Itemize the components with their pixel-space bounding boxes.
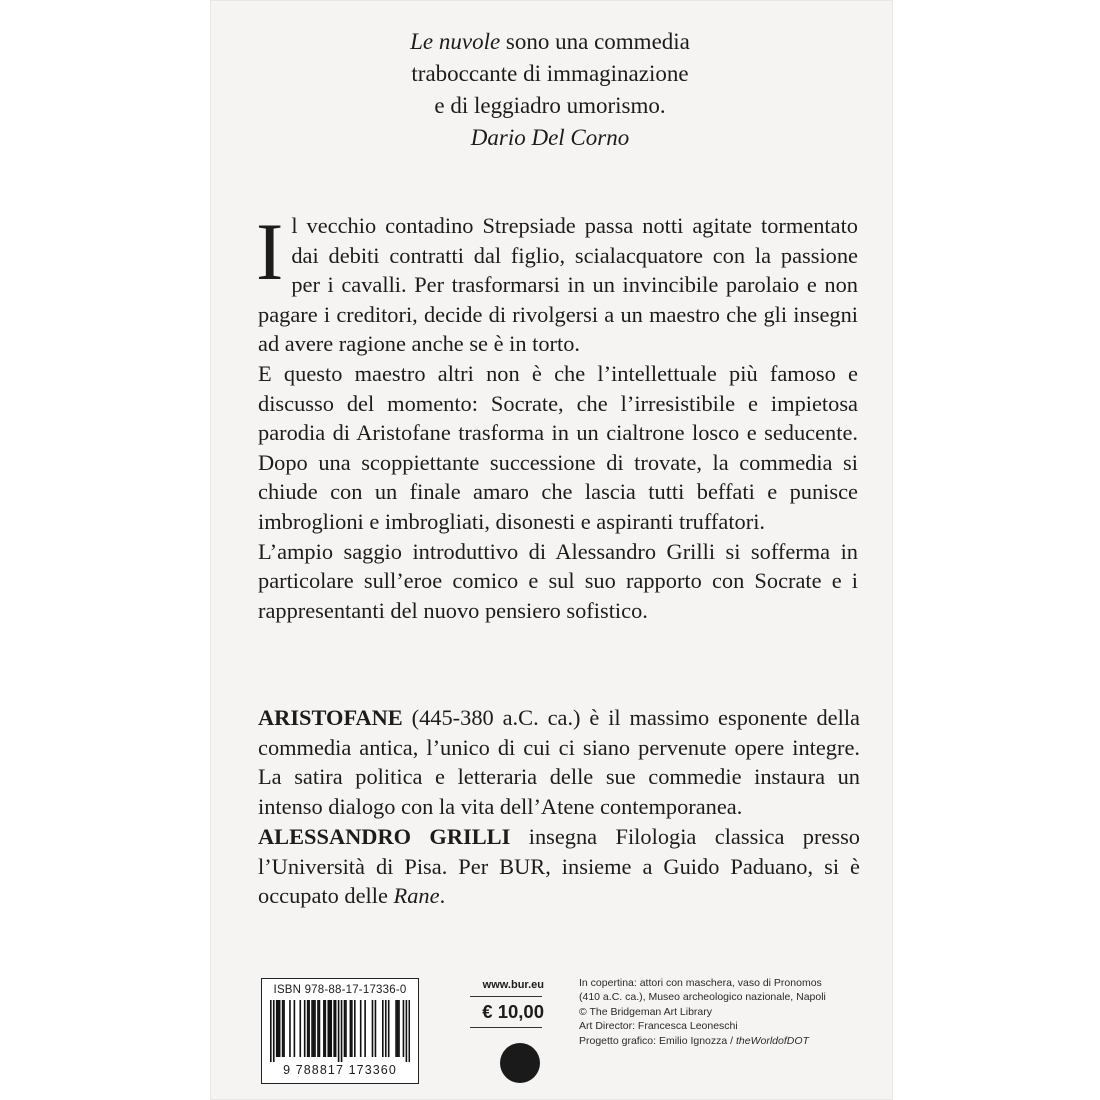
author-name: ARISTOFANE	[258, 705, 403, 730]
barcode-bar	[282, 1000, 284, 1057]
isbn-barcode-box	[261, 978, 419, 1084]
credit-line-2: (410 a.C. ca.), Museo archeologico nazionale, Napoli	[579, 991, 826, 1004]
barcode-bar	[403, 1000, 405, 1057]
barcode-icon	[270, 1000, 410, 1062]
barcode-bar	[338, 1000, 340, 1062]
barcode-bar	[335, 1000, 337, 1057]
barcode-bar	[299, 1000, 301, 1057]
barcode-bar	[279, 1000, 281, 1057]
barcode-bar	[323, 1000, 325, 1057]
quote-line-1	[230, 26, 870, 58]
barcode-bar	[409, 1000, 410, 1062]
barcode-bar	[364, 1000, 366, 1057]
barcode-bar	[270, 1000, 272, 1062]
description-paragraph-3: L’ampio saggio introduttivo di Alessandro Grilli si sofferma in particolare sull’eroe comico e sul suo rapporto con Socrate e i rappresentanti del nuovo pensiero sofistico.	[258, 538, 858, 623]
price-bottom-rule	[470, 1027, 542, 1028]
description-paragraph-1	[256, 206, 858, 359]
barcode-bar	[397, 1000, 399, 1057]
barcode-bar	[354, 1000, 356, 1057]
quote-book-title: Le nuvole	[410, 29, 501, 54]
barcode-bar	[351, 1000, 353, 1057]
price-top-rule	[470, 996, 542, 997]
barcode-bar	[398, 1000, 400, 1057]
isbn-label: ISBN 978-88-17-17336-0	[273, 984, 407, 996]
barcode-bar	[341, 1000, 343, 1062]
editor-name: ALESSANDRO GRILLI	[258, 824, 511, 849]
quote-line-1-rest: sono una commedia	[505, 29, 690, 54]
barcode-bar	[294, 1000, 296, 1057]
credit-line-1: In copertina: attori con maschera, vaso di Pronomos	[579, 977, 822, 989]
barcode-bar	[344, 1000, 346, 1057]
barcode-bar	[330, 1000, 332, 1057]
description-paragraph-2: E questo maestro altri non è che l’intellettuale più famoso e discusso del momento: Socrate, che l’irresistibile e impietosa parodia di Aristofane trasforma in un cialtrone losco e seducente. Dopo una scoppiettante successione di trovate, la commedia si chiude con un finale amaro che lascia tutti beffati e punisce imbroglioni e imbrogliati, disonesti e aspiranti truffatori.	[258, 360, 858, 534]
author-bio-text: (445-380 a.C. ca.) è il massimo esponente della commedia antica, l’unico di cui ci siano pervenute opere integre. La satira politica e letteraria delle sue commedie instaura un intenso dialogo con la vita dell’Atene contemporanea.	[258, 705, 860, 819]
barcode-bar	[314, 1000, 316, 1057]
barcode-bar	[372, 1000, 374, 1057]
barcode-bar	[406, 1000, 408, 1062]
quote-line-2: traboccante di immaginazione	[411, 61, 689, 86]
barcode-bar	[283, 1000, 285, 1057]
editor-bio	[258, 822, 860, 911]
credit-line-5-prefix: Progetto grafico: Emilio Ignozza /	[579, 1034, 734, 1047]
barcode-bar	[327, 1000, 329, 1057]
cover-credits	[579, 976, 879, 1048]
author-bio	[258, 703, 860, 821]
barcode-bar	[395, 1000, 397, 1057]
barcode-bar	[308, 1000, 310, 1057]
drop-cap: I	[256, 206, 284, 297]
barcode-bar	[313, 1000, 315, 1057]
barcode-bar	[319, 1000, 321, 1057]
barcode-bar	[317, 1000, 319, 1057]
barcode-bar	[360, 1000, 362, 1057]
barcode-bar	[289, 1000, 291, 1057]
editor-bio-end: .	[439, 883, 446, 909]
quote-author: Dario Del Corno	[470, 125, 630, 150]
barcode-bar	[307, 1000, 309, 1057]
publisher-website: www.bur.eu	[482, 979, 544, 991]
barcode-bar	[333, 1000, 335, 1057]
description-paragraph-1-text: l vecchio contadino Strepsiade passa notti agitate tormentato dai debiti contratti dal figlio, scialacquatore con la passione per i cavalli. Per trasformarsi in un invincibile parolaio e non pagare i creditori, decide di rivolgersi a un maestro che gli insegni ad avere ragione anche se è in torto.	[258, 213, 858, 357]
barcode-bar	[350, 1000, 352, 1057]
price: € 10,00	[482, 1001, 544, 1022]
black-dot-icon	[500, 1043, 540, 1083]
quote-line-3: e di leggiadro umorismo.	[434, 93, 666, 118]
credit-line-3: © The Bridgeman Art Library	[579, 1005, 713, 1018]
barcode-bar	[345, 1000, 347, 1057]
barcode-bar	[311, 1000, 313, 1057]
barcode-digits: 9 788817 173360	[283, 1063, 397, 1077]
barcode-bar	[382, 1000, 384, 1057]
barcode-bar	[276, 1000, 278, 1057]
barcode-bar	[304, 1000, 306, 1057]
barcode-bar	[277, 1000, 279, 1057]
barcode-bar	[385, 1000, 387, 1057]
barcode-bar	[325, 1000, 327, 1057]
credit-line-5	[579, 1034, 879, 1048]
credit-line-5-studio: theWorldofDOT	[736, 1034, 809, 1047]
book-description	[256, 206, 858, 625]
barcode-bar	[329, 1000, 331, 1057]
editor-bio-text: insegna Filologia classica presso l’Università di Pisa. Per BUR, insieme a Guido Paduano, si è occupato delle	[258, 824, 860, 909]
barcode-bar	[375, 1000, 377, 1057]
barcode-bar	[388, 1000, 390, 1057]
credit-line-4: Art Director: Francesca Leoneschi	[579, 1020, 738, 1033]
cover-quote	[230, 26, 870, 122]
barcode-bar	[273, 1000, 275, 1062]
editor-bio-title: Rane	[393, 883, 440, 909]
